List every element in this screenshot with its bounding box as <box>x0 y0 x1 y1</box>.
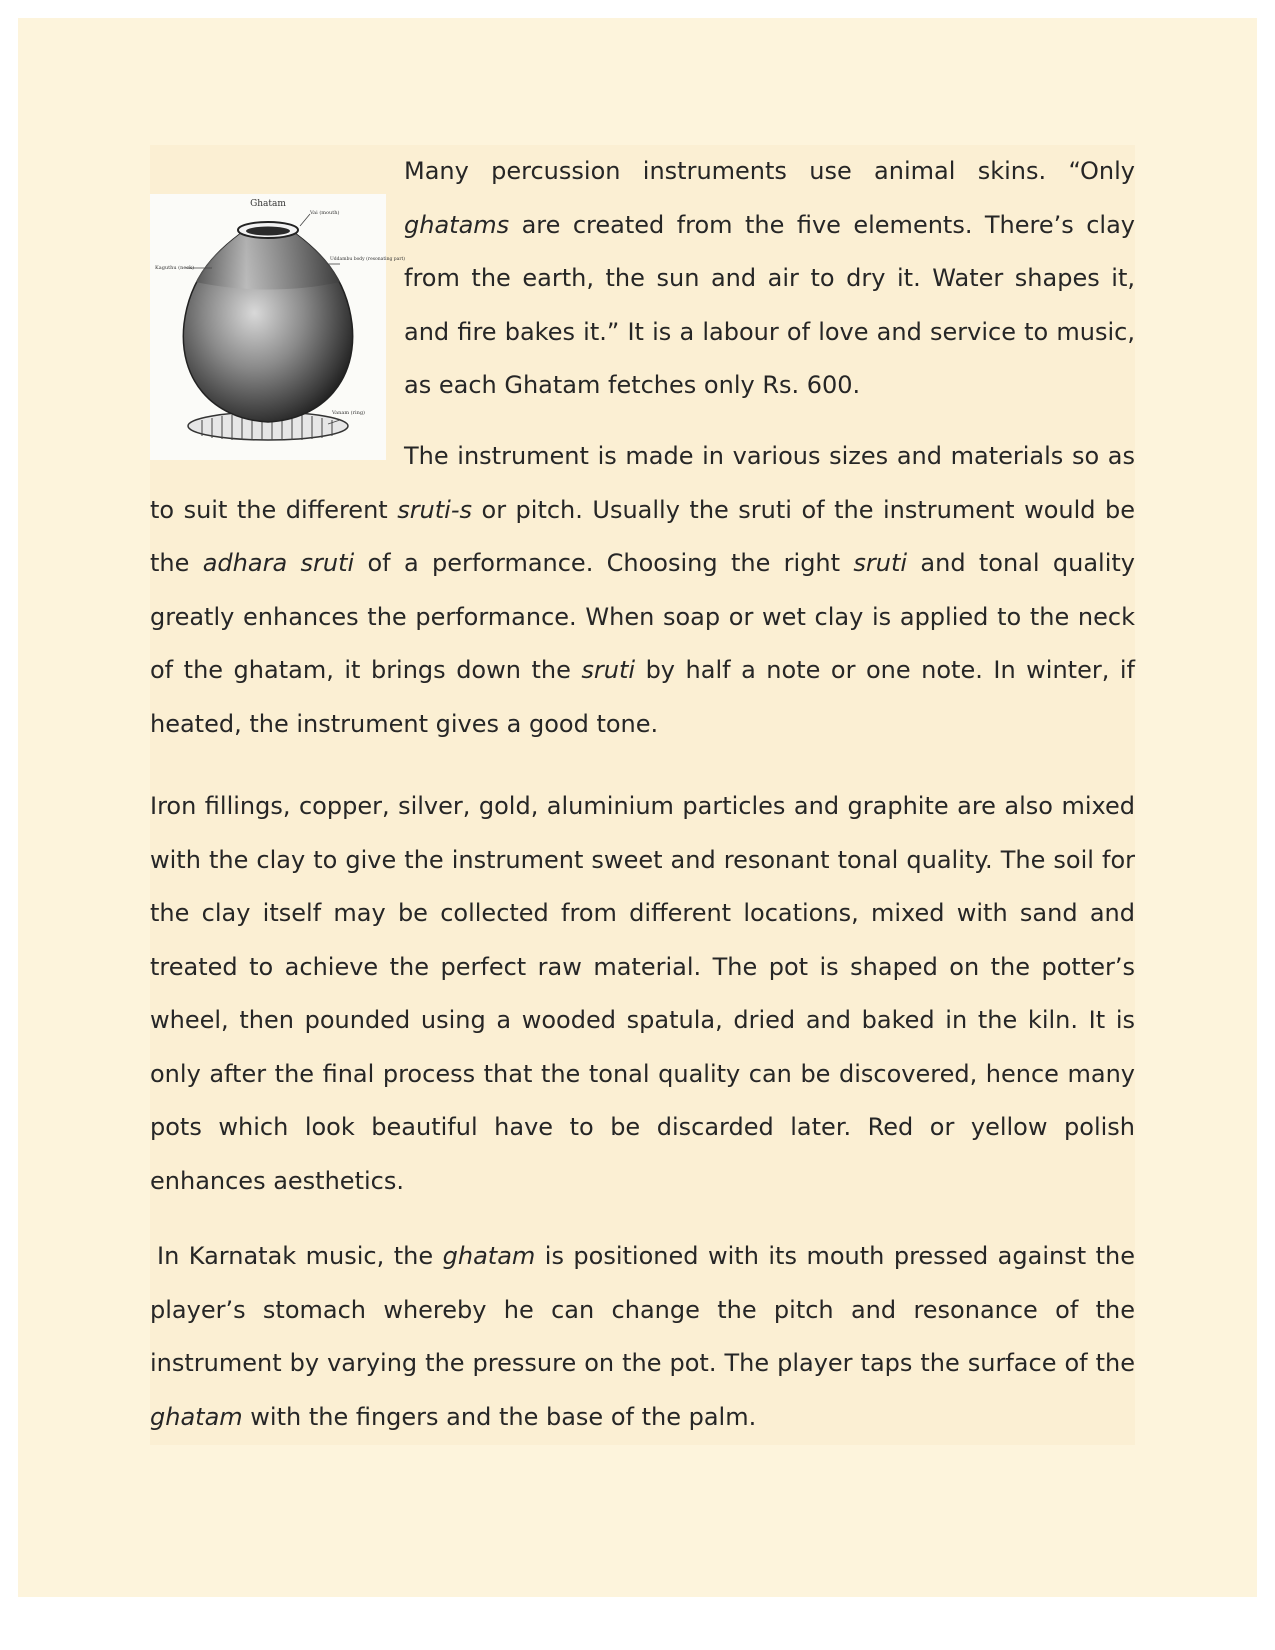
p2-em-1: sruti-s <box>397 495 473 524</box>
paragraph-1 <box>404 145 1135 413</box>
p4-span-1: In Karnatak music, the <box>157 1242 443 1270</box>
paragraph-3-text: Iron fillings, copper, silver, gold, aluminium particles and graphite are also mixed with the clay to give the instrument sweet and resonant tonal quality. The soil for the clay itself may be collected from different locations, mixed with sand and treated to achieve the perfect raw material. The pot is shaped on the potter’s wheel, then pounded using a wooded spatula, dried and baked in the kiln. It is only after the final process that the tonal quality can be discovered, hence many pots which look beautiful have to be discarded later. Red or yellow polish enhances aesthetics. <box>150 792 1135 1195</box>
p1-span-2: are created from the five elements. There’s clay from the earth, the sun and air to dry it. Water shapes it, and fire bakes it.” It is a labour of love and service to music, as each Ghatam fetches only Rs. 600. <box>404 210 1135 399</box>
p2-span-5: by half a note or one note. In winter, if heated, the instrument gives a good tone. <box>150 656 1135 738</box>
label-mouth: Vai (mouth) <box>310 210 340 216</box>
p4-em-1: ghatam <box>442 1242 536 1270</box>
ghatam-drawing <box>150 194 406 460</box>
paragraph-3 <box>150 780 1135 1208</box>
label-neck: Kaguthu (neck) <box>155 265 195 271</box>
ghatam-illustration <box>150 194 406 460</box>
p2-em-2: adhara sruti <box>202 549 355 577</box>
paragraph-2 <box>150 430 1135 751</box>
p4-span-3: with the fingers and the base of the palm. <box>242 1402 757 1431</box>
p1-em-1: ghatams <box>404 210 510 239</box>
p2-span-4: and tonal quality greatly enhances the performance. When soap or wet clay is applied to the neck of the ghatam, it brings down the <box>150 549 1135 684</box>
p2-em-3: sruti <box>853 549 908 577</box>
p4-em-2: ghatam <box>150 1402 243 1431</box>
paragraph-4-text <box>150 1230 1135 1444</box>
pot-mouth-opening <box>246 227 290 236</box>
p1-span-1: Many percussion instruments use animal skins. “Only <box>404 157 1135 185</box>
paragraph-4 <box>150 1230 1135 1444</box>
p2-em-4: sruti <box>581 656 636 684</box>
label-body <box>330 255 405 262</box>
p2-span-2: or pitch. Usually the sruti of the instrument would be the <box>150 495 1136 577</box>
p2-span-3: of a performance. Choosing the right <box>354 549 854 577</box>
paragraph-1-text <box>404 145 1135 413</box>
label-body-text: Uddambu body (resonating part) <box>330 257 406 262</box>
pot-neck <box>196 234 340 290</box>
p4-span-2: is positioned with its mouth pressed against the player’s stomach whereby he can change the pitch and resonance of the instrument by varying the pressure on the pot. The player taps the surface of the <box>150 1242 1135 1377</box>
p2-span-1: The instrument is made in various sizes and materials so as to suit the different <box>150 442 1135 524</box>
paragraph-2-text <box>150 430 1135 751</box>
label-ring: Vanam (ring) <box>332 410 365 416</box>
figure-title: Ghatam <box>250 199 286 209</box>
